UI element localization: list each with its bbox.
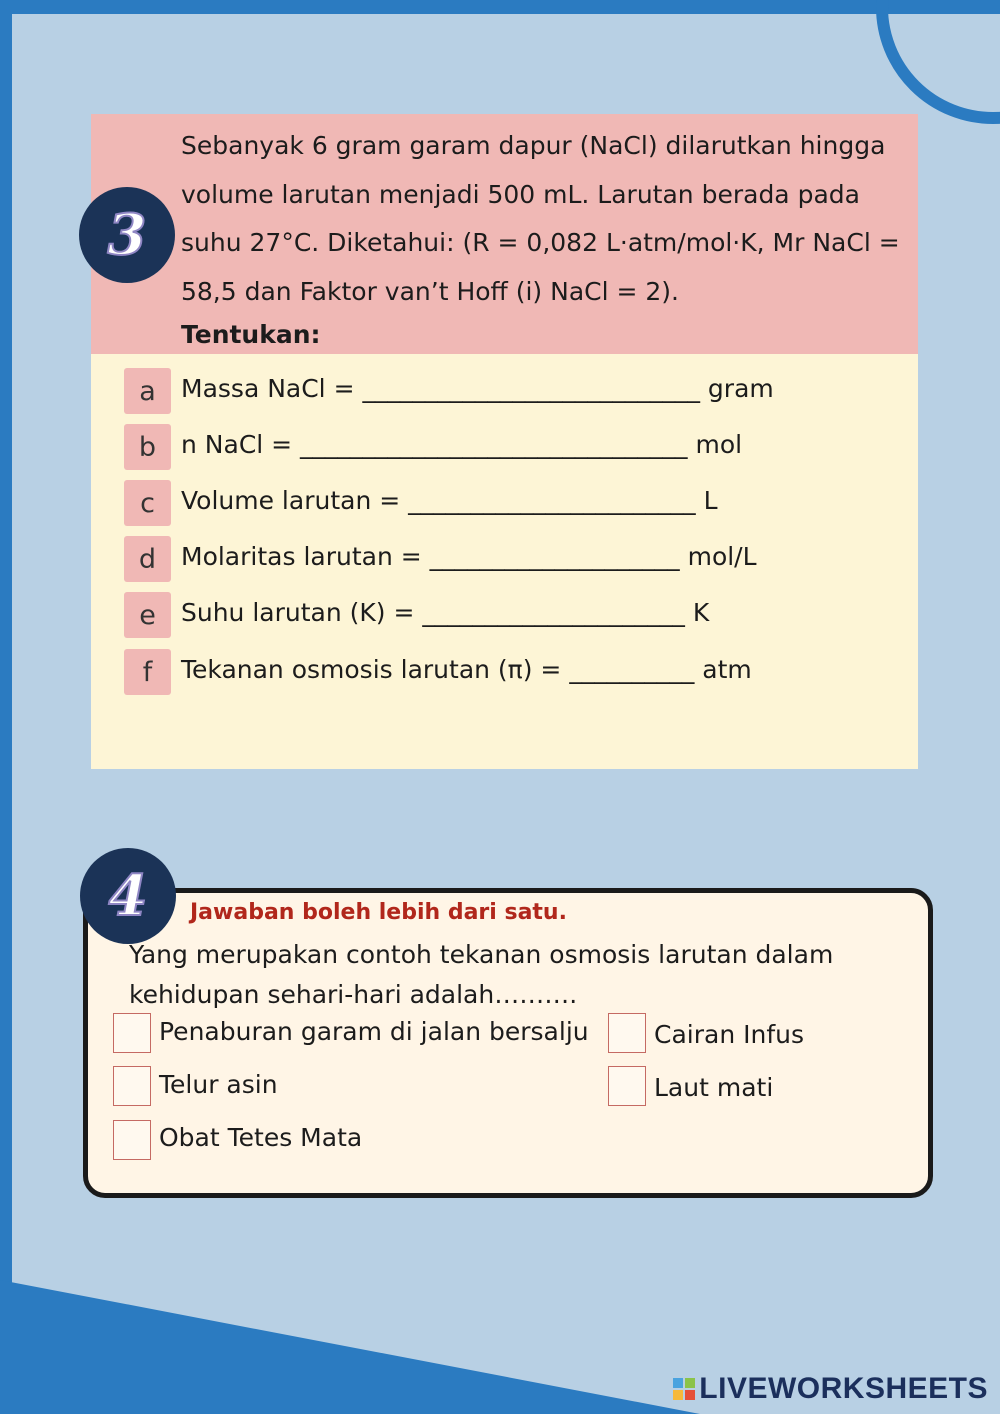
brand-name: LIVEWORKSHEETS	[699, 1372, 988, 1405]
answer-row-c	[124, 480, 914, 526]
option-label: Laut mati	[654, 1073, 774, 1102]
checkbox-telur-asin[interactable]	[113, 1066, 151, 1106]
question-4-number: 4	[108, 863, 148, 929]
answer-row-d	[124, 536, 914, 582]
liveworksheets-brand[interactable]	[673, 1372, 988, 1406]
question-3-number: 3	[107, 202, 147, 268]
question-4-note: Jawaban boleh lebih dari satu.	[190, 900, 567, 925]
option-label: Penaburan garam di jalan bersalju	[159, 1017, 589, 1046]
answer-row-a	[124, 368, 914, 414]
top-border	[0, 0, 1000, 14]
answer-letter-e: e	[124, 592, 171, 638]
question-3-problem-text: Sebanyak 6 gram garam dapur (NaCl) dilarutkan hingga volume larutan menjadi 500 mL. Larutan berada pada suhu 27°C. Diketahui: (R = 0,082 L·atm/mol·K, Mr NaCl = 58,5 dan Faktor van’t Hoff (i) NaCl = 2).	[181, 131, 900, 306]
answer-letter-d: d	[124, 536, 171, 582]
option-label: Obat Tetes Mata	[159, 1123, 363, 1152]
answer-row-f	[124, 649, 914, 695]
answer-letter-a: a	[124, 368, 171, 414]
answer-prompt-b[interactable]: n NaCl = _______________________________ mol	[181, 430, 743, 459]
left-border	[0, 0, 12, 1414]
answer-prompt-f[interactable]: Tekanan osmosis larutan (π) = __________ atm	[181, 655, 752, 684]
question-3-number-badge	[79, 187, 175, 283]
answer-letter-f: f	[124, 649, 171, 695]
checkbox-cairan-infus[interactable]	[608, 1013, 646, 1053]
answer-row-e	[124, 592, 914, 638]
checkbox-obat-tetes-mata[interactable]	[113, 1120, 151, 1160]
option-label: Telur asin	[159, 1070, 278, 1099]
answer-prompt-d[interactable]: Molaritas larutan = ____________________ mol/L	[181, 542, 757, 571]
question-4-text: Yang merupakan contoh tekanan osmosis larutan dalam kehidupan sehari-hari adalah……….	[129, 940, 834, 1009]
answer-letter-c: c	[124, 480, 171, 526]
liveworksheets-logo-icon	[673, 1378, 695, 1400]
answer-prompt-e[interactable]: Suhu larutan (K) = _____________________ K	[181, 598, 710, 627]
option-label: Cairan Infus	[654, 1020, 804, 1049]
answer-prompt-c[interactable]: Volume larutan = _______________________ L	[181, 486, 718, 515]
checkbox-penaburan-garam[interactable]	[113, 1013, 151, 1053]
answer-row-b	[124, 424, 914, 470]
question-3-instruction: Tentukan:	[181, 320, 321, 349]
answer-prompt-a[interactable]: Massa NaCl = ___________________________ gram	[181, 374, 774, 403]
answer-letter-b: b	[124, 424, 171, 470]
corner-arc-decoration	[876, 0, 1000, 124]
checkbox-laut-mati[interactable]	[608, 1066, 646, 1106]
question-4-number-badge	[80, 848, 176, 944]
